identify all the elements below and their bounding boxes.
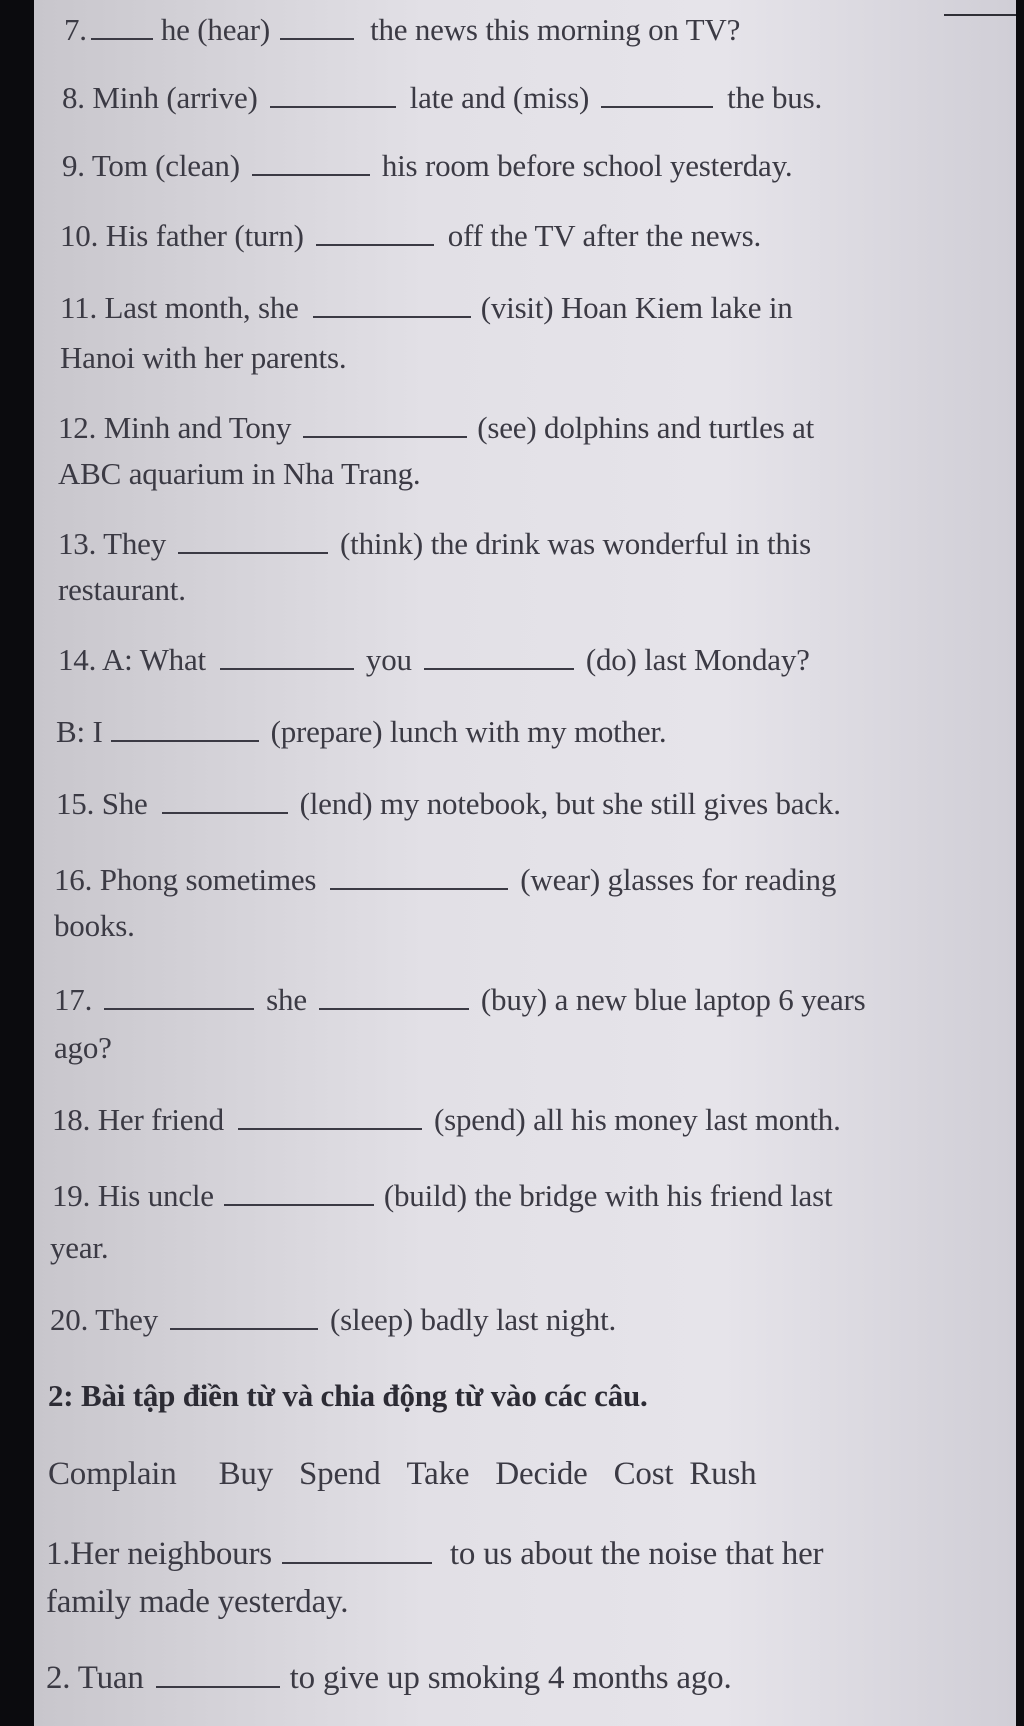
word-bank-item: Take [406, 1456, 470, 1492]
blank[interactable] [220, 664, 354, 670]
exercise-2-1-cont [46, 1584, 1016, 1621]
exercise-18 [52, 1102, 1016, 1138]
exercise-19-text-a: 19. His uncle [52, 1178, 214, 1213]
exercise-14-text-c: (do) last Monday? [585, 642, 810, 677]
exercise-10-text-b: off the TV after the news. [447, 218, 762, 253]
section-2-heading: 2: Bài tập điền từ và chia động từ vào các câu. [48, 1378, 648, 1413]
exercise-10 [60, 218, 1016, 254]
blank[interactable] [424, 664, 574, 670]
exercise-10-text-a: 10. His father (turn) [60, 218, 304, 253]
blank[interactable] [224, 1200, 374, 1206]
exercise-11-text-b: (visit) Hoan Kiem lake in [480, 290, 793, 325]
exercise-20-text-a: 20. They [50, 1302, 159, 1337]
exercise-11-text-c: Hanoi with her parents. [60, 340, 347, 375]
exercise-19-text-c: year. [50, 1230, 109, 1265]
blank[interactable] [313, 312, 471, 318]
exercise-16 [54, 862, 1016, 898]
exercise-2-2-text-b: to give up smoking 4 months ago. [289, 1660, 732, 1696]
exercise-19 [52, 1178, 1016, 1214]
exercise-20-text-b: (sleep) badly last night. [330, 1302, 617, 1337]
exercise-9-text-a: 9. Tom (clean) [62, 148, 240, 183]
blank[interactable] [330, 884, 508, 890]
exercise-12-text-b: (see) dolphins and turtles at [477, 410, 815, 445]
exercise-9-text-b: his room before school yesterday. [381, 148, 793, 183]
exercise-9 [62, 148, 1016, 184]
exercise-17-text-d: ago? [54, 1030, 112, 1065]
blank[interactable] [303, 432, 467, 438]
blank[interactable] [104, 1004, 254, 1010]
exercise-12-cont [58, 456, 1016, 492]
exercise-2-1-text-b: to us about the noise that her [449, 1536, 824, 1572]
exercise-2-2 [46, 1660, 1016, 1697]
exercise-15-text-a: 15. She [56, 786, 148, 821]
exercise-11-cont [60, 340, 1016, 376]
exercise-7 [64, 12, 1016, 48]
exercise-17-cont [54, 1030, 1016, 1066]
word-bank-item: Complain [48, 1456, 177, 1492]
exercise-18-text-a: 18. Her friend [52, 1102, 224, 1137]
exercise-8-text-b: late and (miss) [409, 80, 590, 115]
blank[interactable] [252, 170, 370, 176]
word-bank-item: Rush [689, 1456, 757, 1492]
exercise-12-text-c: ABC aquarium in Nha Trang. [58, 456, 421, 491]
word-bank-item: Buy [218, 1456, 273, 1492]
exercise-14b-text-a: B: I [56, 714, 103, 749]
exercise-8-text-a: 8. Minh (arrive) [62, 80, 258, 115]
exercise-20 [50, 1302, 1016, 1338]
exercise-17-text-b: she [266, 982, 307, 1017]
exercise-7-text-b: the news this morning on TV? [370, 12, 741, 47]
blank[interactable] [178, 548, 328, 554]
exercise-16-text-b: (wear) glasses for reading [520, 862, 837, 897]
exercise-19-text-b: (build) the bridge with his friend last [383, 1178, 833, 1213]
blank[interactable] [111, 736, 259, 742]
blank[interactable] [91, 34, 153, 40]
word-bank-item: Decide [495, 1456, 588, 1492]
exercise-7-text-a: he (hear) [160, 12, 271, 47]
blank[interactable] [270, 102, 396, 108]
exercise-13-text-a: 13. They [58, 526, 167, 561]
exercise-13-text-b: (think) the drink was wonderful in this [340, 526, 811, 561]
worksheet-page [34, 0, 1016, 1726]
word-bank [48, 1456, 1016, 1493]
exercise-17-text-c: (buy) a new blue laptop 6 years [480, 982, 866, 1017]
exercise-15-text-b: (lend) my notebook, but she still gives back. [299, 786, 841, 821]
exercise-13-text-c: restaurant. [58, 572, 186, 607]
word-bank-item: Spend [299, 1456, 381, 1492]
exercise-19-cont [50, 1230, 1016, 1266]
exercise-16-text-c: books. [54, 908, 135, 943]
blank[interactable] [319, 1004, 469, 1010]
exercise-14-text-a: 14. A: What [58, 642, 206, 677]
exercise-13 [58, 526, 1016, 562]
blank[interactable] [170, 1324, 318, 1330]
blank[interactable] [238, 1124, 422, 1130]
exercise-8 [62, 80, 1016, 116]
exercise-7-number: 7. [64, 12, 87, 47]
blank[interactable] [282, 1558, 432, 1564]
exercise-11-text-a: 11. Last month, she [60, 290, 299, 325]
exercise-13-cont [58, 572, 1016, 608]
exercise-8-text-c: the bus. [727, 80, 823, 115]
exercise-2-1-text-a: 1.Her neighbours [46, 1536, 272, 1572]
blank[interactable] [162, 808, 288, 814]
exercise-14-text-b: you [365, 642, 412, 677]
exercise-2-1-text-c: family made yesterday. [46, 1584, 349, 1620]
exercise-2-1 [46, 1536, 1016, 1573]
exercise-14-answer [56, 714, 1016, 750]
exercise-15 [56, 786, 1016, 822]
exercise-2-2-text-a: 2. Tuan [46, 1660, 144, 1696]
exercise-11 [60, 290, 1016, 326]
exercise-14b-text-b: (prepare) lunch with my mother. [270, 714, 667, 749]
exercise-14 [58, 642, 1016, 678]
exercise-12 [58, 410, 1016, 446]
exercise-12-text-a: 12. Minh and Tony [58, 410, 292, 445]
exercise-16-cont [54, 908, 1016, 944]
blank[interactable] [156, 1682, 280, 1688]
blank[interactable] [316, 240, 434, 246]
blank[interactable] [601, 102, 713, 108]
blank[interactable] [280, 34, 354, 40]
exercise-17-text-a: 17. [54, 982, 93, 1017]
exercise-17 [54, 982, 1016, 1018]
word-bank-item: Cost [613, 1456, 674, 1492]
exercise-16-text-a: 16. Phong sometimes [54, 862, 317, 897]
exercise-18-text-b: (spend) all his money last month. [433, 1102, 841, 1137]
